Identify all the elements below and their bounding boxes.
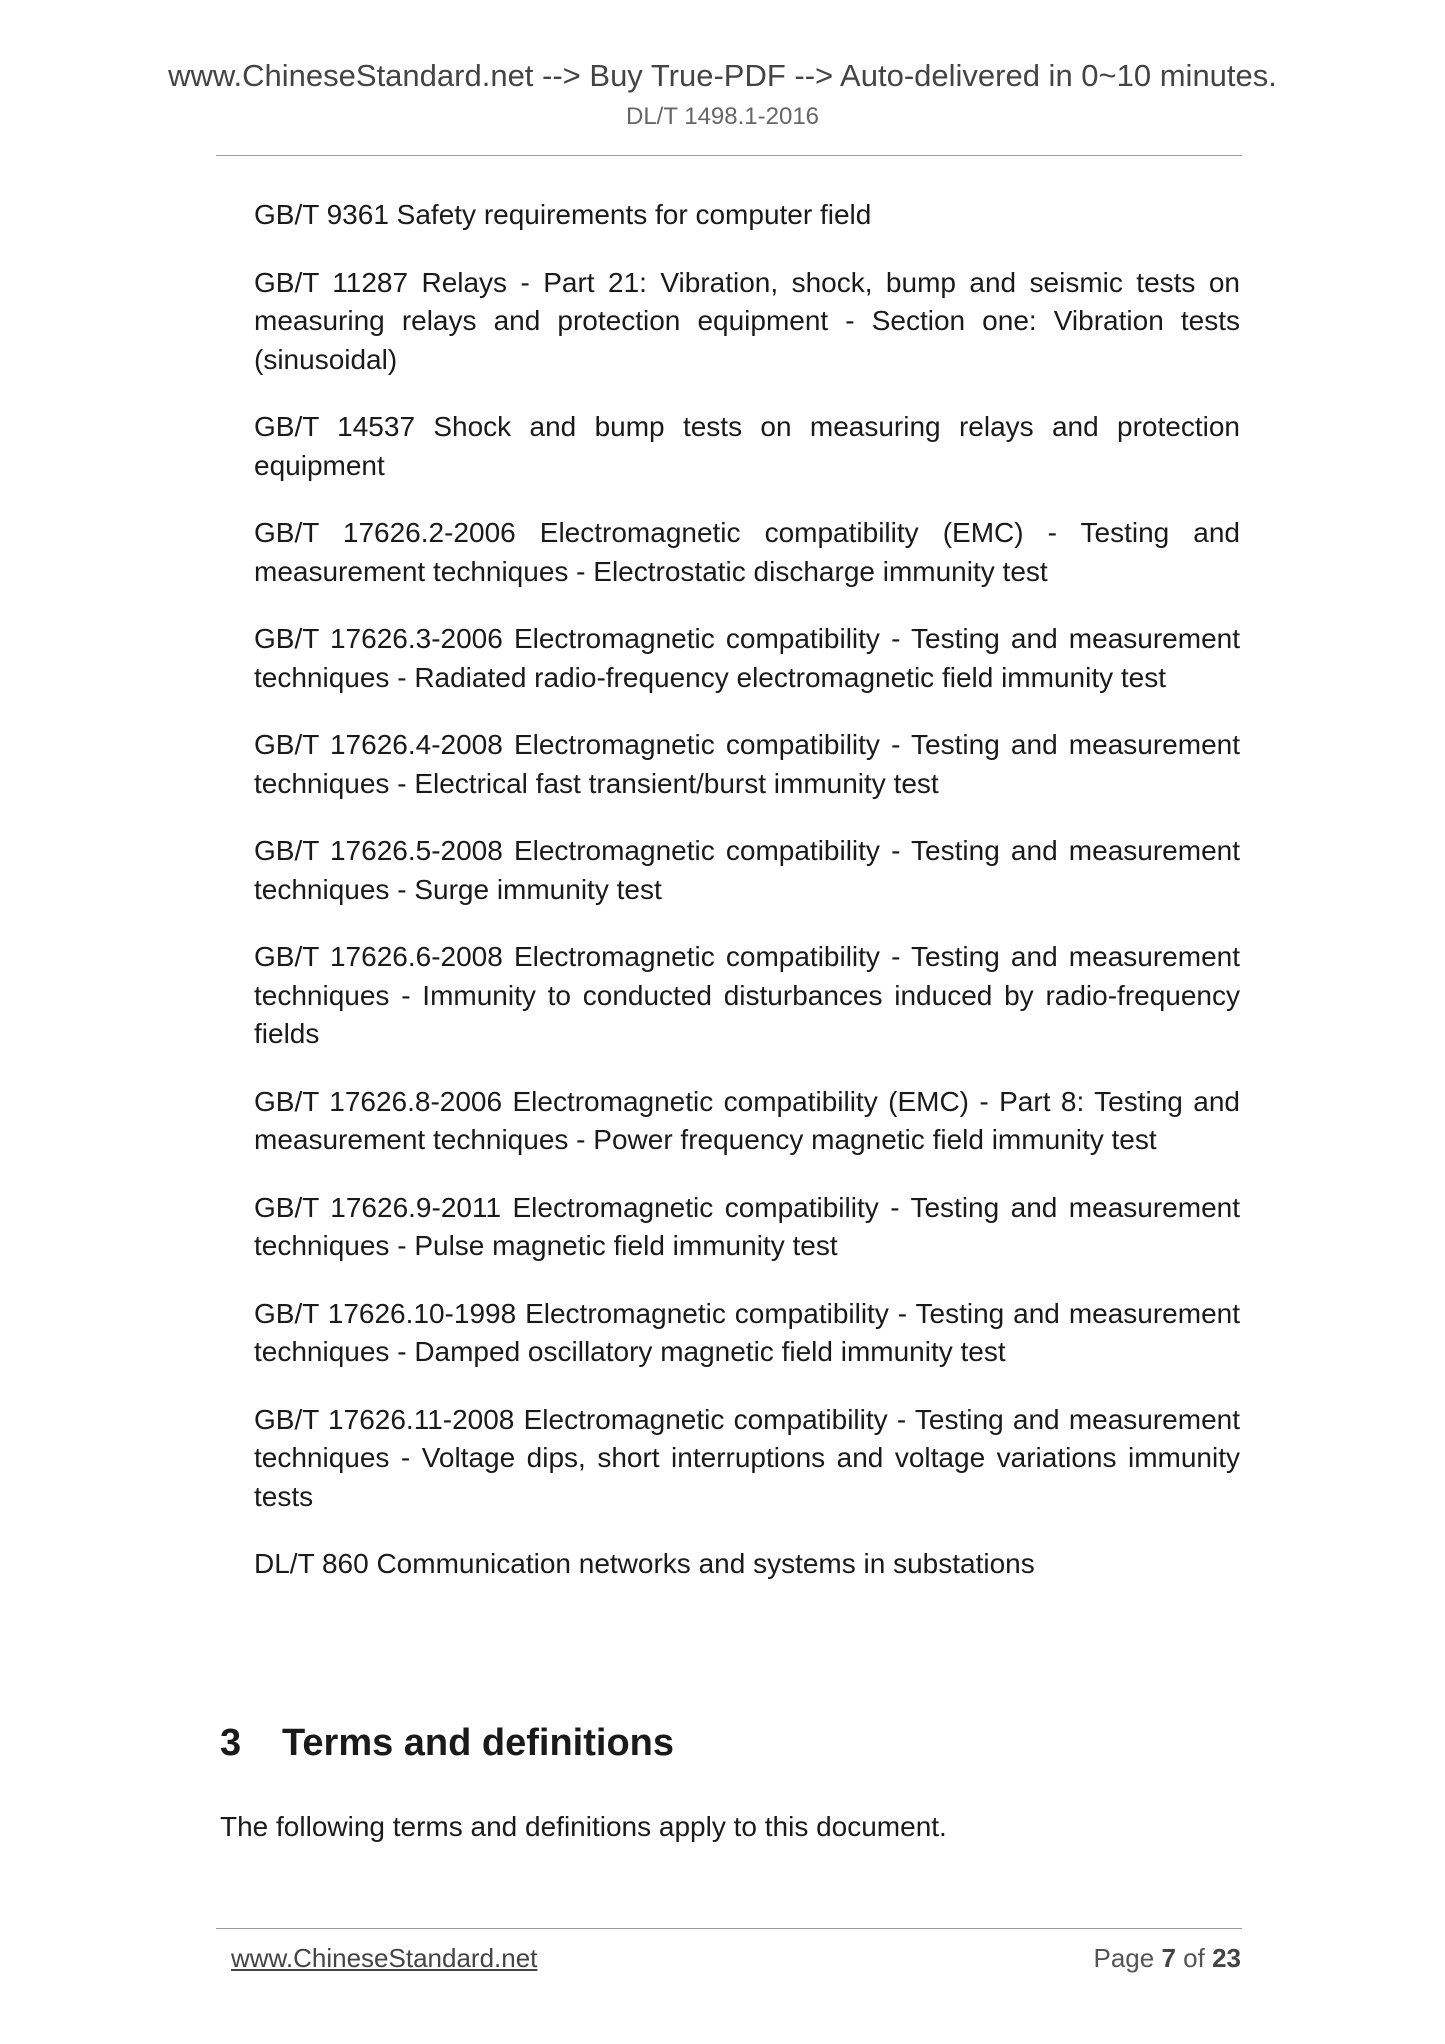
reference-item: GB/T 17626.5-2008 Electromagnetic compatibility - Testing and measurement techniques - Surge immunity test <box>254 835 1240 905</box>
section-heading <box>220 1720 674 1766</box>
footer-site-link[interactable]: www.ChineseStandard.net <box>231 1943 538 1973</box>
page-prefix: Page <box>1093 1943 1155 1973</box>
section-title-text: Terms and definitions <box>282 1722 675 1764</box>
reference-item: GB/T 17626.8-2006 Electromagnetic compatibility (EMC) - Part 8: Testing and measurement techniques - Power frequency magnetic field immunity test <box>254 1085 1240 1155</box>
document-code: DL/T 1498.1-2016 <box>625 103 820 130</box>
section-intro-text: The following terms and definitions apply to this document. <box>220 1811 947 1842</box>
reference-item: GB/T 17626.10-1998 Electromagnetic compatibility - Testing and measurement techniques - Damped oscillatory magnetic field immunity test <box>254 1297 1240 1367</box>
header-banner: www.ChineseStandard.net --> Buy True-PDF --> Auto-delivered in 0~10 minutes. <box>168 58 1277 93</box>
normative-references-list <box>254 196 1240 1613</box>
reference-item: GB/T 9361 Safety requirements for computer field <box>254 199 872 230</box>
reference-item: GB/T 17626.2-2006 Electromagnetic compatibility (EMC) - Testing and measurement techniques - Electrostatic discharge immunity test <box>254 517 1240 587</box>
header-divider <box>216 155 1242 156</box>
current-page-number: 7 <box>1161 1943 1176 1973</box>
reference-item: GB/T 11287 Relays - Part 21: Vibration, shock, bump and seismic tests on measuring relays and protection equipment - Section one: Vibration tests (sinusoidal) <box>254 266 1240 375</box>
reference-item: GB/T 14537 Shock and bump tests on measuring relays and protection equipment <box>254 411 1240 481</box>
page-header <box>0 58 1445 132</box>
footer-divider <box>216 1928 1242 1929</box>
total-pages: 23 <box>1212 1943 1241 1973</box>
page-of: of <box>1183 1943 1205 1973</box>
reference-item: DL/T 860 Communication networks and systems in substations <box>254 1548 1035 1579</box>
page-number-indicator <box>1093 1942 1241 1974</box>
reference-item: GB/T 17626.6-2008 Electromagnetic compatibility - Testing and measurement techniques - Immunity to conducted disturbances induced by radio-frequency fields <box>254 941 1240 1049</box>
reference-item: GB/T 17626.11-2008 Electromagnetic compatibility - Testing and measurement techniques - Voltage dips, short interruptions and voltage variations immunity tests <box>254 1403 1240 1512</box>
reference-item: GB/T 17626.3-2006 Electromagnetic compatibility - Testing and measurement techniques - Radiated radio-frequency electromagnetic field immunity test <box>254 623 1240 693</box>
reference-item: GB/T 17626.9-2011 Electromagnetic compatibility - Testing and measurement techniques - Pulse magnetic field immunity test <box>254 1191 1240 1261</box>
section-number: 3 <box>220 1722 242 1764</box>
reference-item: GB/T 17626.4-2008 Electromagnetic compatibility - Testing and measurement techniques - Electrical fast transient/burst immunity test <box>254 729 1240 799</box>
